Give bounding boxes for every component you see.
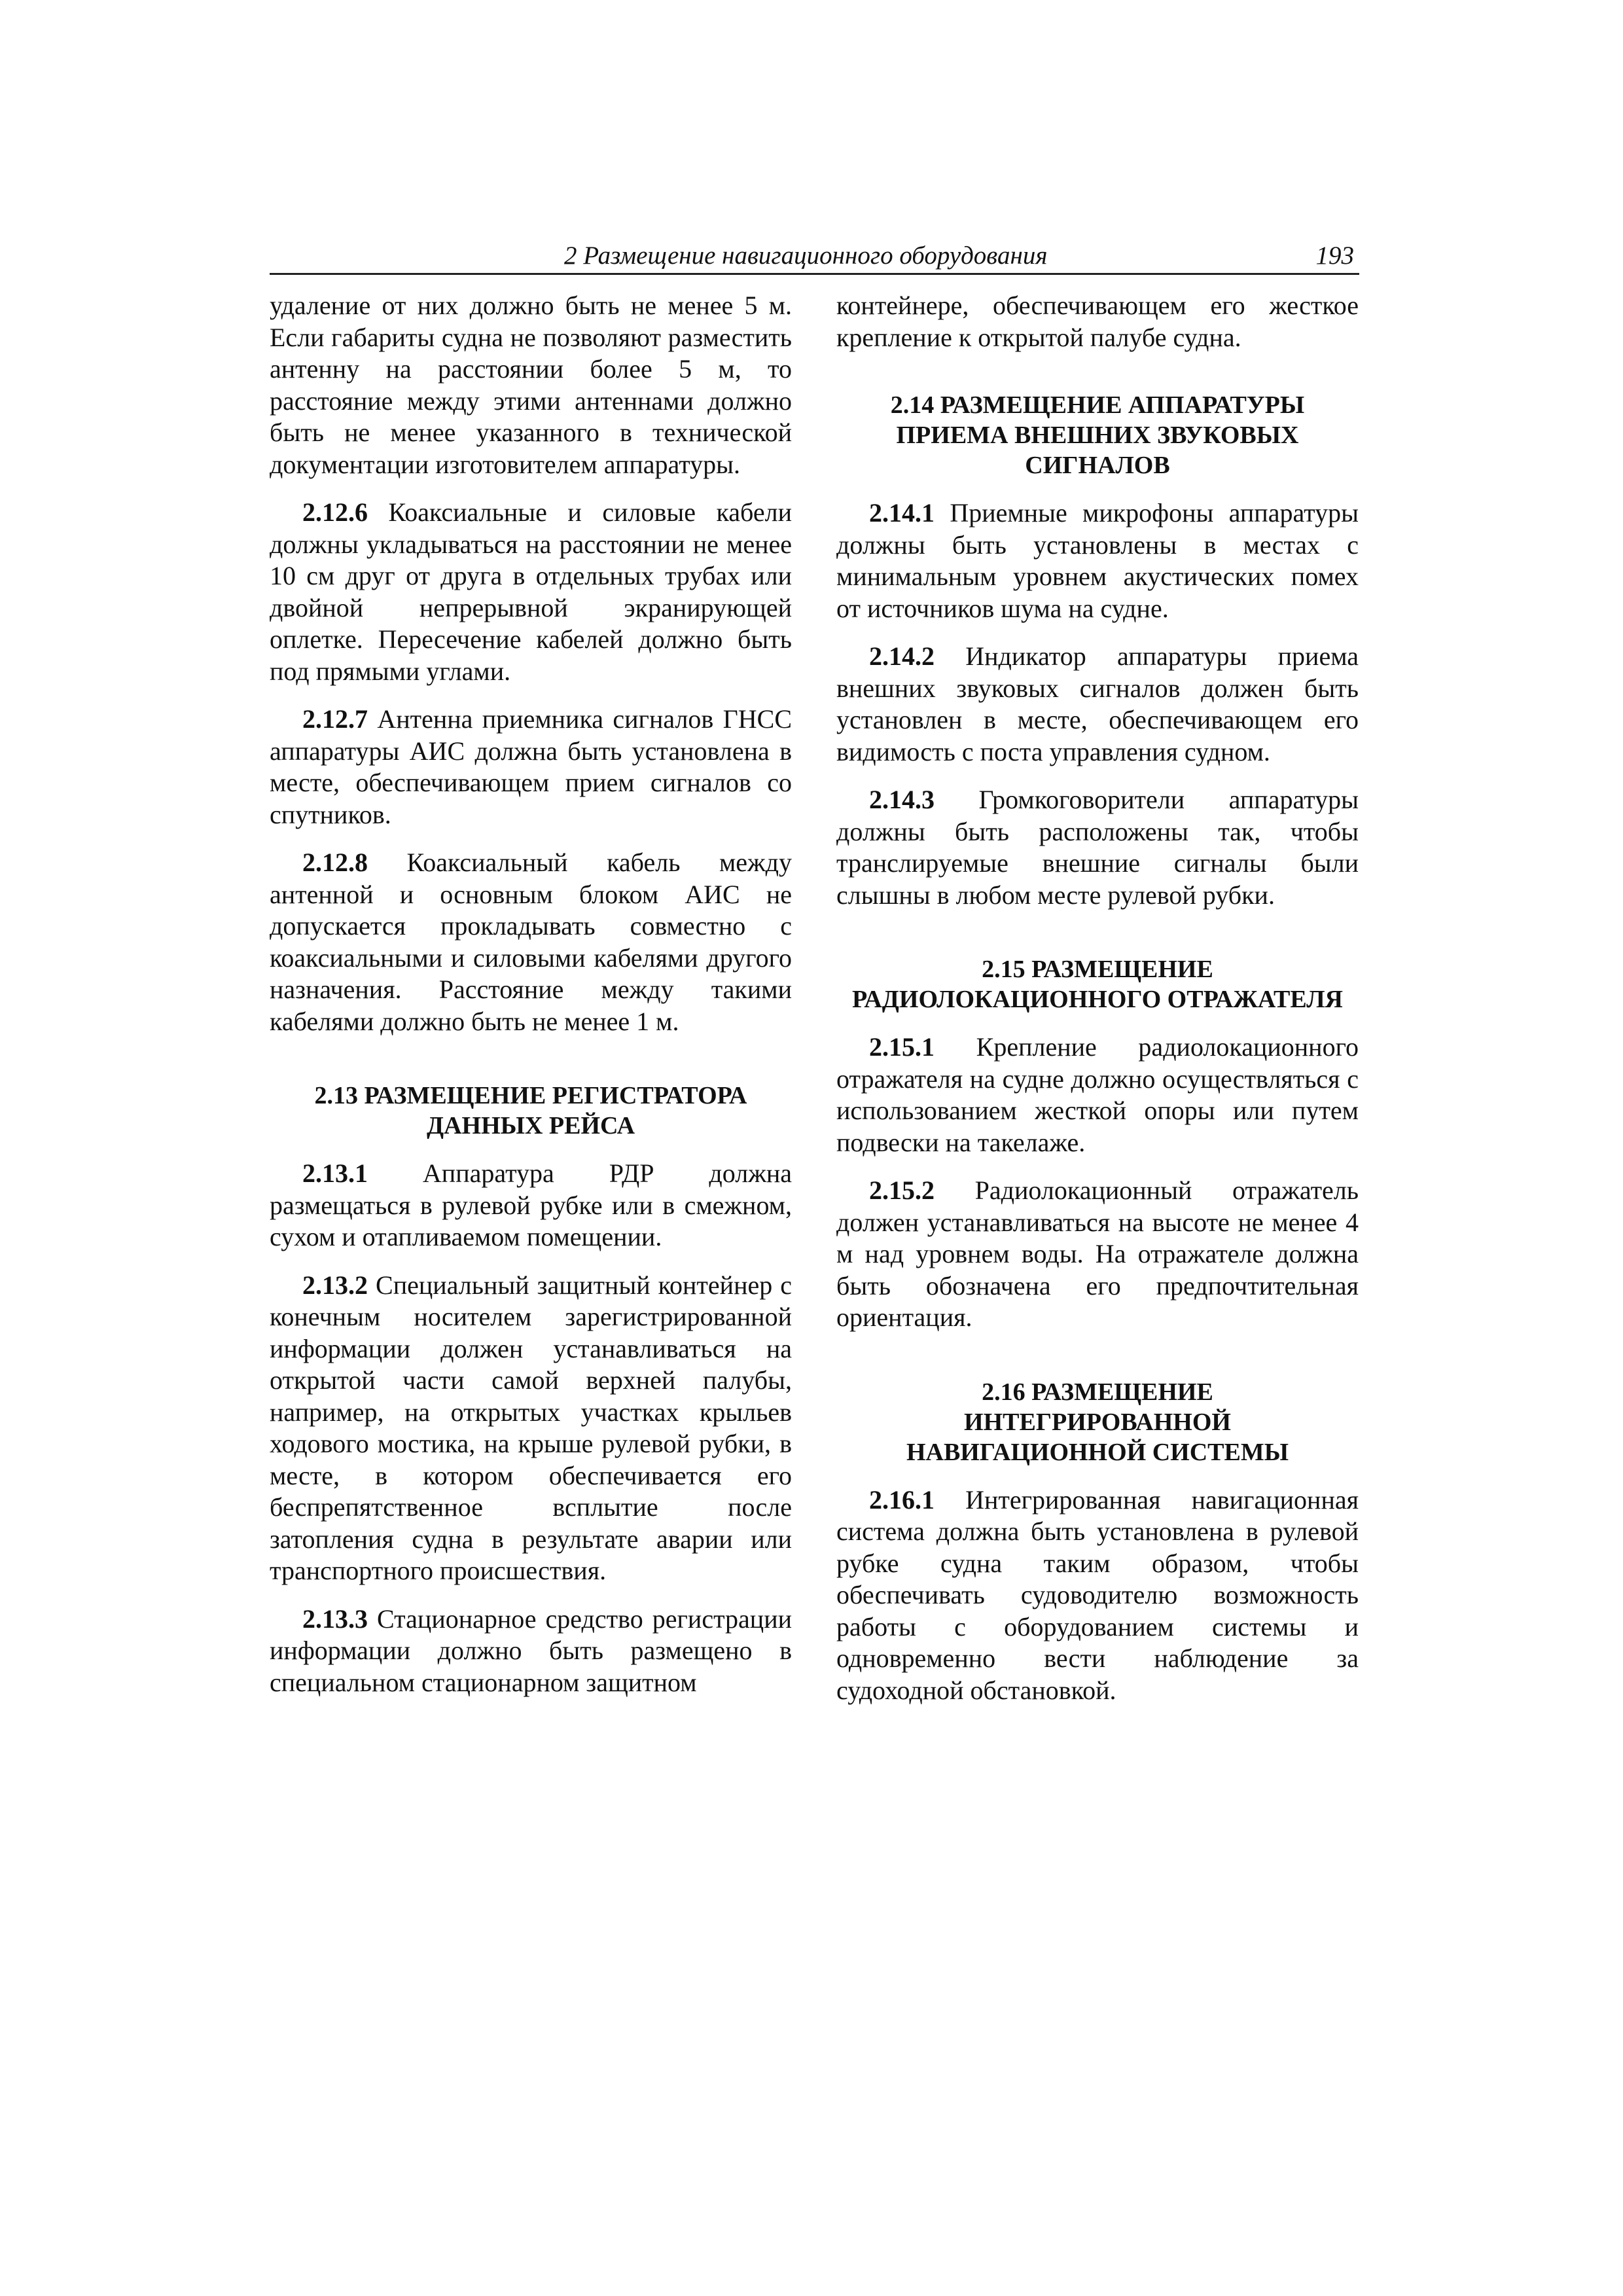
paragraph-2-12-8 bbox=[270, 847, 792, 1037]
paragraph-2-16-1 bbox=[836, 1484, 1359, 1707]
clause-number: 2.15.2 bbox=[869, 1175, 935, 1205]
clause-text: Коаксиальный кабель между антенной и основным блоком АИС не допускается прокладывать совместно с коаксиальными и силовыми кабелями другого назначения. Расстояние между такими кабелями должно быть не менее 1 м. bbox=[270, 848, 792, 1036]
clause-text: Стационарное средство регистрации информации должно быть размещено в специальном стационарном защитном bbox=[270, 1604, 793, 1697]
clause-number: 2.15.1 bbox=[869, 1032, 935, 1062]
clause-number: 2.13.2 bbox=[302, 1270, 368, 1300]
clause-text: Антенна приемника сигналов ГНСС аппаратуры АИС должна быть установлена в месте, обеспечивающем прием сигналов со спутников. bbox=[270, 704, 793, 829]
paragraph-continued: контейнере, обеспечивающем его жесткое крепление к открытой палубе судна. bbox=[836, 291, 1359, 352]
clause-number: 2.12.8 bbox=[302, 848, 368, 877]
clause-text: Специальный защитный контейнер с конечным носителем зарегистрированной информации должен устанавливаться на открытой части самой верхней палубы, например, на открытых участках крыльев ходового мостика, на крыше рулевой рубки, в месте, в котором обеспечивается его беспрепятственное всплытие после затопления судна в результате аварии или транспортного происшествия. bbox=[270, 1270, 792, 1585]
paragraph-2-12-6 bbox=[270, 497, 792, 687]
paragraph-2-15-2 bbox=[836, 1175, 1359, 1334]
section-heading-2-15: 2.15 РАЗМЕЩЕНИЕ РАДИОЛОКАЦИОННОГО ОТРАЖАТЕЛЯ bbox=[852, 956, 1343, 1013]
clause-number: 2.14.3 bbox=[869, 785, 935, 814]
clause-text: Радиолокационный отражатель должен устанавливаться на высоте не менее 4 м над уровнем воды. На отражателе должна быть обозначена его предпочтительная ориентация. bbox=[836, 1175, 1359, 1332]
section-heading-2-14: 2.14 РАЗМЕЩЕНИЕ АППАРАТУРЫ ПРИЕМА ВНЕШНИХ ЗВУКОВЫХ СИГНАЛОВ bbox=[890, 391, 1305, 479]
clause-number: 2.13.1 bbox=[302, 1158, 368, 1188]
clause-number: 2.14.2 bbox=[869, 641, 935, 671]
clause-number: 2.16.1 bbox=[869, 1484, 935, 1515]
clause-text: Крепление радиолокационного отражателя на судне должно осуществляться с использованием жесткой опоры или путем подвески на такелаже. bbox=[836, 1032, 1359, 1157]
clause-text: Приемные микрофоны аппаратуры должны быть установлены в местах с минимальным уровнем акустических помех от источников шума на судне. bbox=[836, 498, 1359, 623]
clause-number: 2.12.7 bbox=[302, 704, 368, 734]
paragraph-2-14-1 bbox=[836, 497, 1359, 624]
clause-number: 2.12.6 bbox=[302, 497, 368, 527]
paragraph-2-13-3 bbox=[270, 1604, 792, 1699]
section-heading-2-13: 2.13 РАЗМЕЩЕНИЕ РЕГИСТРАТОРА ДАННЫХ РЕЙСА bbox=[314, 1082, 747, 1139]
clause-number: 2.14.1 bbox=[869, 498, 935, 528]
paragraph-2-13-1 bbox=[270, 1158, 792, 1253]
chapter-title: 2 Размещение навигационного оборудования bbox=[564, 242, 1048, 270]
clause-text: Индикатор аппаратуры приема внешних звуковых сигналов должен быть установлен в месте, обеспечивающем его видимость с поста управления судном. bbox=[836, 641, 1359, 766]
running-header bbox=[270, 239, 1359, 275]
clause-text: Интегрированная навигационная система должна быть установлена в рулевой рубке судна таким образом, чтобы обеспечивать судоводителю возможность работы с оборудованием системы и одновременно вести наблюдение за судоходной обстановкой. bbox=[836, 1484, 1359, 1705]
section-heading-2-16: 2.16 РАЗМЕЩЕНИЕ ИНТЕГРИРОВАННОЙ НАВИГАЦИОННОЙ СИСТЕМЫ bbox=[906, 1378, 1289, 1466]
left-column bbox=[270, 290, 792, 1715]
clause-number: 2.13.3 bbox=[302, 1604, 368, 1634]
right-column bbox=[836, 290, 1359, 1723]
paragraph-2-12-7 bbox=[270, 704, 792, 831]
clause-text: Громкоговорители аппаратуры должны быть расположены так, чтобы транслируемые внешние сигналы были слышны в любом месте рулевой рубки. bbox=[836, 785, 1359, 910]
page-number: 193 bbox=[1315, 242, 1354, 270]
paragraph-continued: удаление от них должно быть не менее 5 м. Если габариты судна не позволяют разместить антенну на расстоянии более 5 м, то расстояние между этими антеннами должно быть не менее указанного в технической документации изготовителем аппаратуры. bbox=[270, 291, 792, 479]
paragraph-2-13-2 bbox=[270, 1270, 792, 1587]
clause-text: Аппаратура РДР должна размещаться в рулевой рубке или в смежном, сухом и отапливаемом помещении. bbox=[270, 1158, 792, 1251]
paragraph-2-14-2 bbox=[836, 641, 1359, 768]
clause-text: Коаксиальные и силовые кабели должны укладываться на расстоянии не менее 10 см друг от друга в отдельных трубах или двойной непрерывной экранирующей оплетке. Пересечение кабелей должно быть под прямыми углами. bbox=[270, 497, 793, 686]
paragraph-2-14-3 bbox=[836, 784, 1359, 911]
paragraph-2-15-1 bbox=[836, 1031, 1359, 1158]
